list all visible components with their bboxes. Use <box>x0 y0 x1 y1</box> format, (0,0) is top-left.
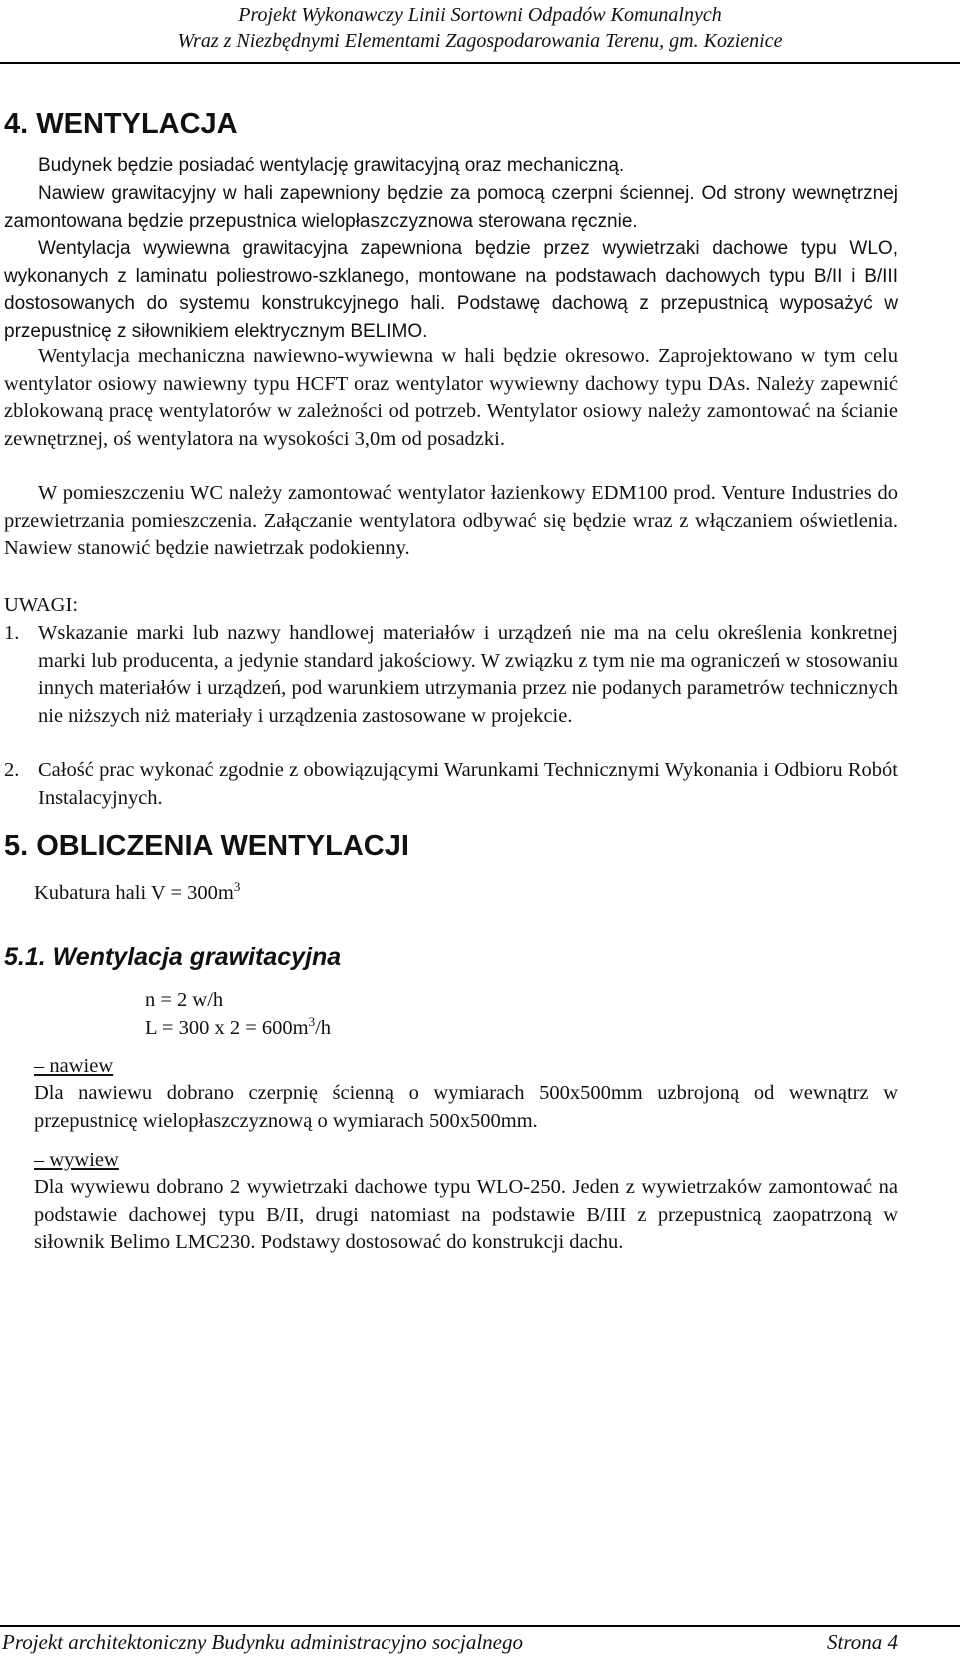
nawiew-label: – nawiew <box>34 1055 114 1077</box>
uwagi-title: UWAGI: <box>4 594 79 616</box>
page-header <box>0 0 960 62</box>
header-divider <box>0 62 960 64</box>
wywiew-label: – wywiew <box>34 1149 119 1171</box>
formula-L: L = 300 x $2 = 600m^3/h$ <box>145 1014 332 1039</box>
section-4-title: 4. WENTYLACJA <box>4 108 238 140</box>
section-4-paragraph-1: Budynek będzie posiadać wentylację grawitacyjną oraz mechaniczną. <box>38 155 625 176</box>
uwagi-item-2-text: Całość prac wykonać zgodnie z obowiązującymi Warunkami Technicznymi Wykonania i Odbioru Robót Instalacyjnych. <box>38 759 898 809</box>
uwagi-item-1-text: Wskazanie marki lub nazwy handlowej materiałów i urządzeń nie ma na celu określenia konkretnej marki lub producenta, a jedynie standard jakościowy. W związku z tym nie ma ograniczeń w stosowaniu innych materiałów i urządzeń, pod warunkiem utrzymania przez nie podanych parametrów technicznych nie niższych niż materiały i urządzenia zastosowane w projekcie. <box>38 622 898 727</box>
section-4-paragraph-2: Nawiew grawitacyjny w hali zapewniony będzie za pomocą czerpni ściennej. Od strony wewnętrznej zamontowana będzie przepustnica wielopłaszczyznowa sterowana ręcznie. <box>4 183 898 232</box>
uwagi-item-2-number: 2. <box>4 759 20 781</box>
footer-document-title: Projekt architektoniczny Budynku administracyjno socjalnego <box>2 1630 523 1654</box>
section-5-title: 5. OBLICZENIA WENTYLACJI <box>4 830 409 862</box>
footer-page-number: Strona 4 <box>827 1630 898 1654</box>
header-line-1: Projekt Wykonawczy Linii Sortowni Odpadów Komunalnych <box>238 4 722 26</box>
footer-divider <box>0 1625 960 1627</box>
section-5-1-title: 5.1. Wentylacja grawitacyjna <box>4 943 342 971</box>
nawiew-text: Dla nawiewu dobrano czerpnię ścienną o wymiarach 500x500mm uzbrojoną od wewnątrz w przepustnicę wielopłaszczyznową o wymiarach 500x500mm. <box>34 1082 898 1132</box>
wywiew-text: Dla wywiewu dobrano 2 wywietrzaki dachowe typu WLO-250. Jeden z wywietrzaków zamontować na podstawie dachowej typu B/II, drugi natomiast na podstawie B/III z przepustnicą zaopatrzoną w siłownik Belimo LMC230. Podstawy dostosować do konstrukcji dachu. <box>34 1176 898 1253</box>
section-4-paragraph-3: Wentylacja wywiewna grawitacyjna zapewniona będzie przez wywietrzaki dachowe typu WLO, wykonanych z laminatu poliestrowo-szklanego, montowane na podstawach dachowych typu B/II i B/III dostosowanych do systemu konstrukcyjnego hali. Podstawę dachową z przepustnicą wyposażyć w przepustnicę z siłownikiem elektrycznym BELIMO. <box>4 238 898 342</box>
uwagi-item-1-number: 1. <box>4 622 20 644</box>
section-4-paragraph-5: W pomieszczeniu WC należy zamontować wentylator łazienkowy EDM100 prod. Venture Industries do przewietrzania pomieszczenia. Załączanie wentylatora odbywać się będzie wraz z włączaniem oświetlenia. Nawiew stanowić będzie nawietrzak podokienny. <box>4 482 898 559</box>
formula-n: n = 2 w/h <box>145 989 224 1011</box>
kubatura-line: Kubatura hali $V = 300m^3$ <box>34 879 241 904</box>
section-4-paragraph-4: Wentylacja mechaniczna nawiewno-wywiewna w hali będzie okresowo. Zaprojektowano w tym celu wentylator osiowy nawiewny typu HCFT oraz wentylator wywiewny dachowy typu DAs. Należy zapewnić zblokowaną pracę wentylatorów w zależności od potrzeb. Wentylator osiowy należy zamontować na ścianie zewnętrznej, oś wentylatora na wysokości 3,0m od posadzki. <box>4 345 898 450</box>
header-line-2: Wraz z Niezbędnymi Elementami Zagospodarowania Terenu, gm. Kozienice <box>177 30 783 52</box>
